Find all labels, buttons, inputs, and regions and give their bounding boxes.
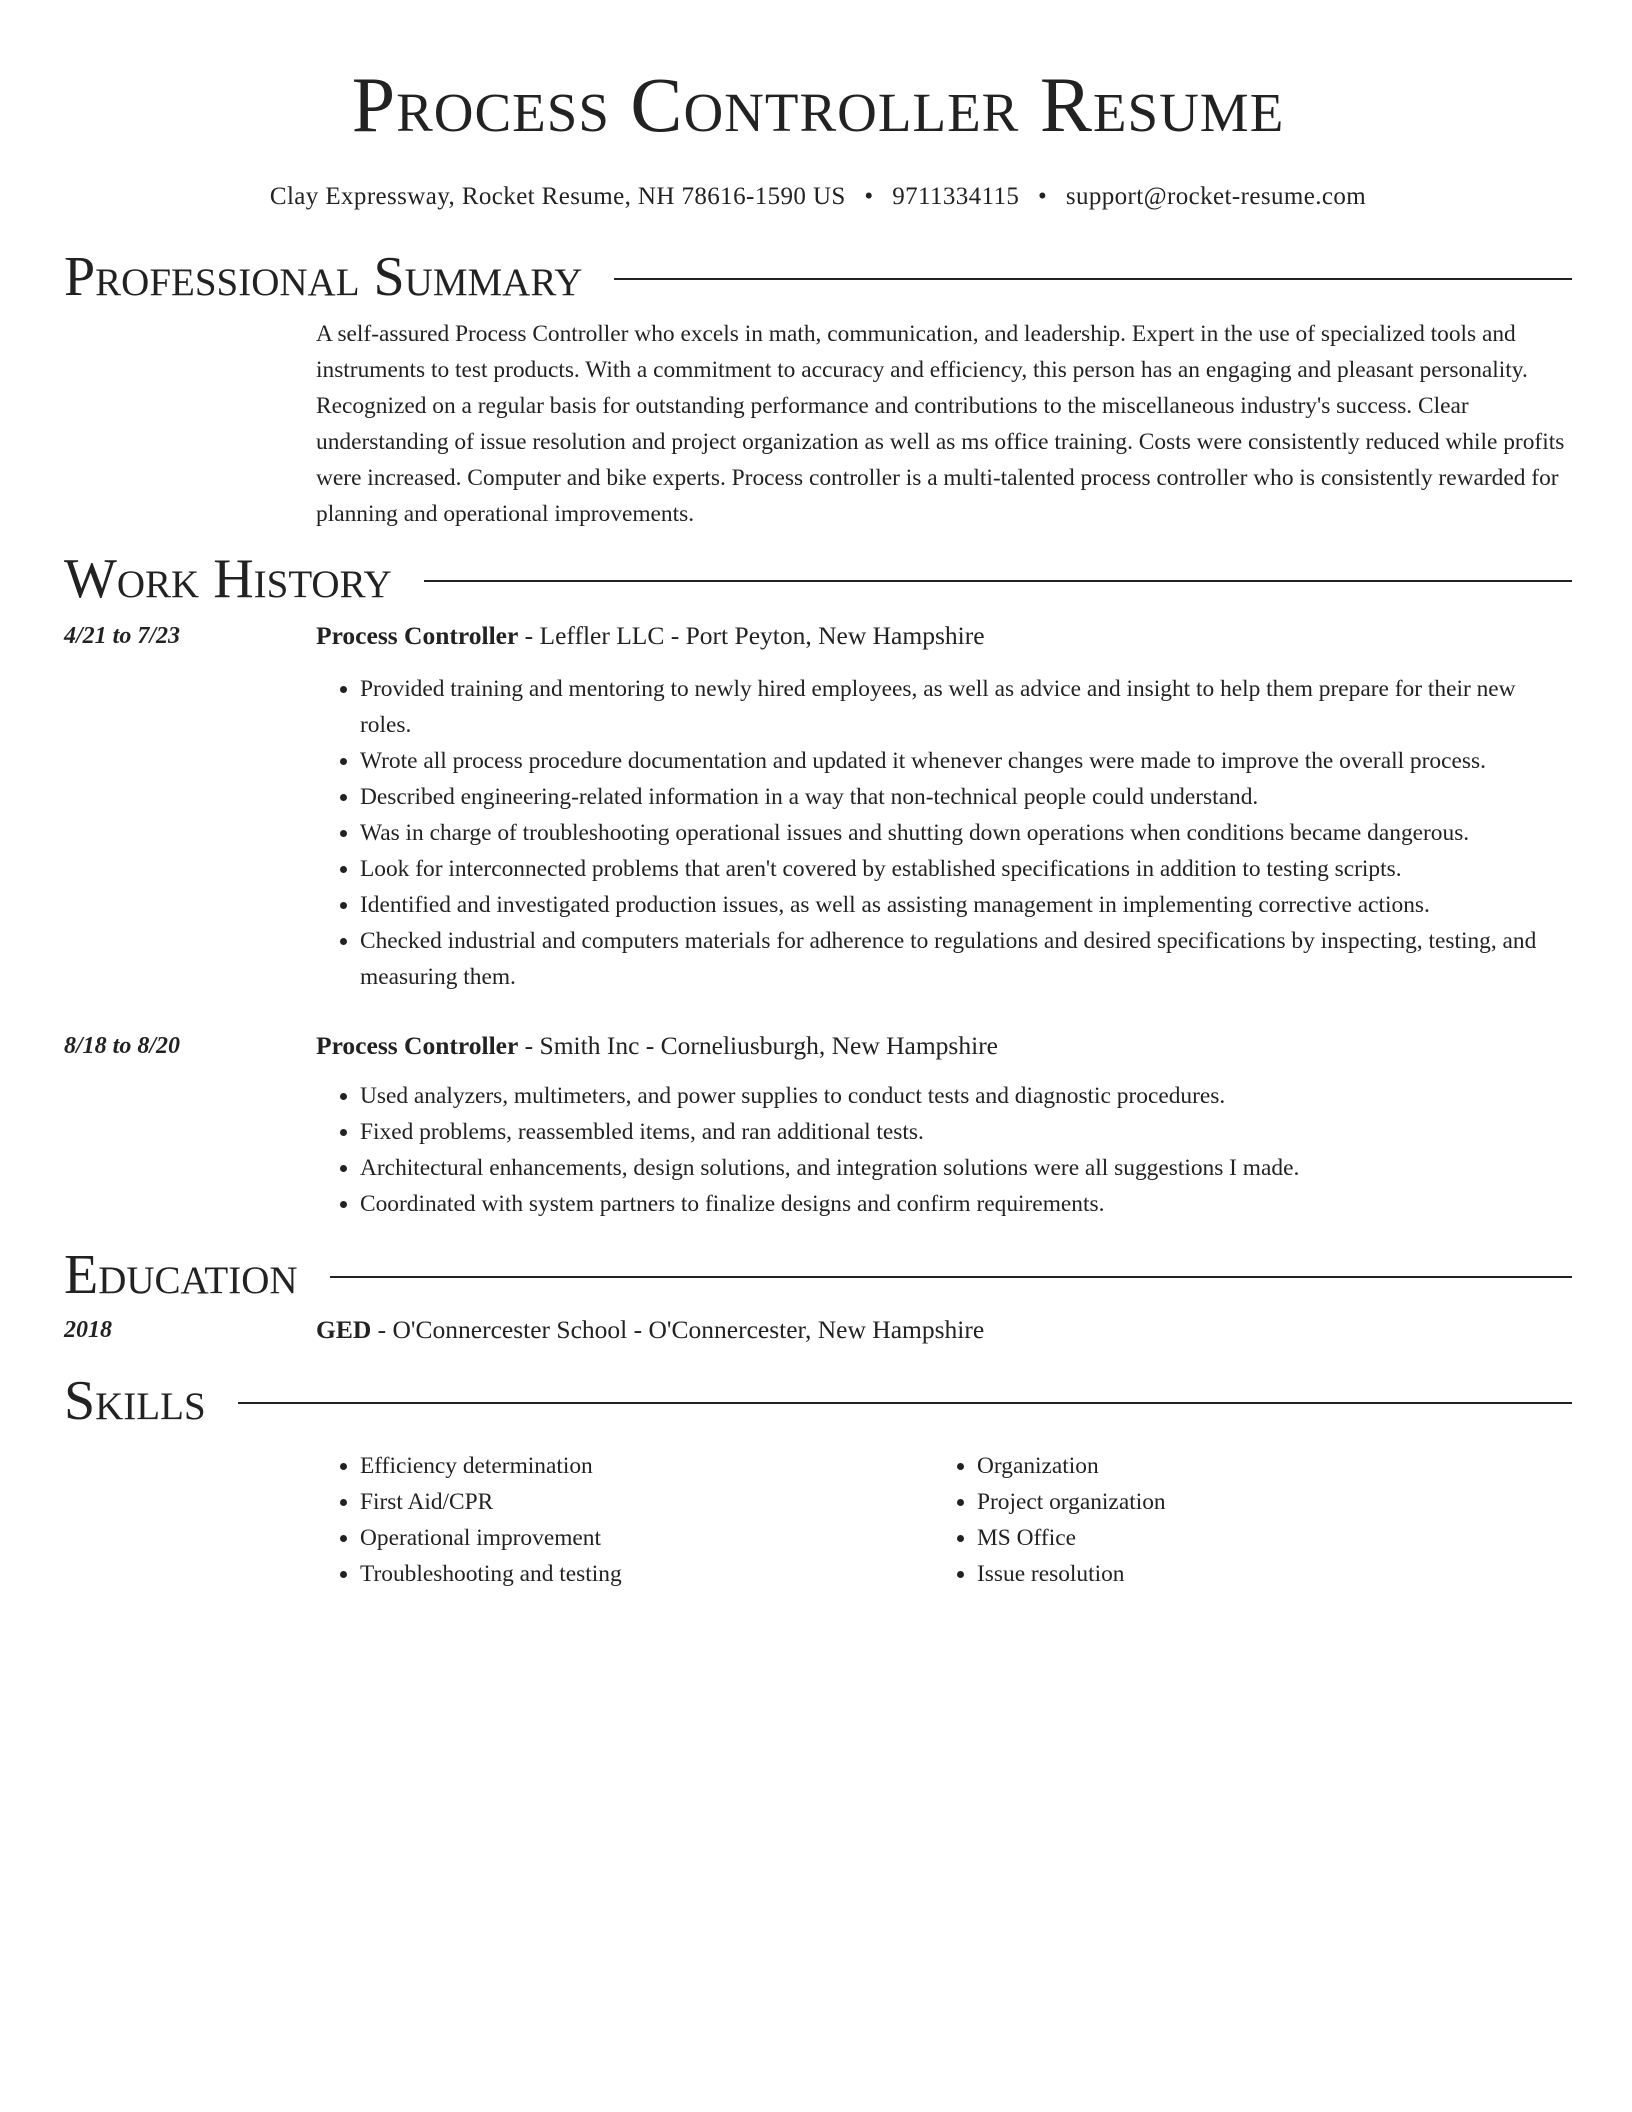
contact-separator: • (864, 183, 874, 210)
education-entry (64, 1312, 1572, 1348)
job-bullet: • Identified and investigated production issues, as well as assisting management in implementing corrective actions. (360, 887, 1572, 923)
resume-title: Process Controller Resume (351, 61, 1285, 148)
job-details: - Leffler LLC - Port Peyton, New Hampshire (518, 621, 985, 650)
contact-email: support@rocket-resume.com (1065, 183, 1367, 210)
skill-item: • Organization (977, 1448, 1550, 1484)
job-heading (316, 1028, 1572, 1064)
education-section-title: Education (64, 1244, 298, 1306)
section-divider (424, 580, 1572, 582)
job-bullet: • Architectural enhancements, design solutions, and integration solutions were all suggestions I made. (360, 1150, 1572, 1186)
skill-item: • Troubleshooting and testing (360, 1556, 933, 1592)
skill-item: • Issue resolution (977, 1556, 1550, 1592)
work-section-title: Work History (64, 548, 392, 610)
skills-columns (316, 1448, 1572, 1592)
skills-list-right (933, 1448, 1550, 1592)
work-section-header (64, 546, 1572, 612)
job-details: - Smith Inc - Corneliusburgh, New Hampshire (518, 1031, 999, 1060)
job-bullet: • Provided training and mentoring to newly hired employees, as well as advice and insight to help them prepare for their new roles. (360, 671, 1572, 743)
summary-section-title: Professional Summary (64, 246, 583, 308)
job-role: Process Controller (316, 1031, 519, 1060)
education-year: 2018 (64, 1317, 112, 1343)
job-bullet: • Used analyzers, multimeters, and power supplies to conduct tests and diagnostic procedures. (360, 1078, 1572, 1114)
job-body (316, 618, 1572, 995)
contact-address: Clay Expressway, Rocket Resume, NH 78616-1590 US (269, 183, 846, 210)
contact-phone: 9711334115 (892, 183, 1020, 210)
job-bullet-list (316, 671, 1572, 995)
skill-item: • Efficiency determination (360, 1448, 933, 1484)
skills-section-title: Skills (64, 1370, 206, 1432)
contact-separator: • (1038, 183, 1048, 210)
job-role: Process Controller (316, 621, 519, 650)
education-section-header (64, 1242, 1572, 1308)
education-degree: GED (316, 1315, 372, 1344)
job-bullet: • Wrote all process procedure documentation and updated it whenever changes were made to improve the overall process. (360, 743, 1572, 779)
job-entry (64, 618, 1572, 995)
job-bullet-list (316, 1078, 1572, 1222)
job-body (316, 1028, 1572, 1222)
job-heading (316, 618, 1572, 654)
skill-item: • First Aid/CPR (360, 1484, 933, 1520)
job-bullet: • Described engineering-related information in a way that non-technical people could understand. (360, 779, 1572, 815)
skill-item: • Operational improvement (360, 1520, 933, 1556)
skills-list-left (316, 1448, 933, 1592)
job-dates: 4/21 to 7/23 (64, 623, 181, 649)
section-divider (614, 278, 1572, 280)
education-heading (316, 1312, 1572, 1348)
skill-item: • MS Office (977, 1520, 1550, 1556)
job-bullet: • Look for interconnected problems that aren't covered by established specifications in addition to testing scripts. (360, 851, 1572, 887)
education-body (316, 1312, 1572, 1348)
summary-text: A self-assured Process Controller who excels in math, communication, and leadership. Expert in the use of specialized tools and instruments to test products. With a commitment to accuracy and efficiency, this person has an engaging and pleasant personality. Recognized on a regular basis for outstanding performance and contributions to the miscellaneous industry's success. Clear understanding of issue resolution and project organization as well as ms office training. Costs were consistently reduced while profits were increased. Computer and bike experts. Process controller is a multi-talented process controller who is consistently rewarded for planning and operational improvements. (316, 321, 1565, 527)
job-bullet: • Coordinated with system partners to finalize designs and confirm requirements. (360, 1186, 1572, 1222)
section-divider (238, 1402, 1572, 1404)
job-dates: 8/18 to 8/20 (64, 1033, 181, 1059)
contact-line (64, 180, 1572, 214)
summary-section-header (64, 244, 1572, 310)
skill-item: • Project organization (977, 1484, 1550, 1520)
education-details: - O'Connercester School - O'Connercester, New Hampshire (371, 1315, 985, 1344)
job-entry (64, 1028, 1572, 1222)
job-bullet: • Fixed problems, reassembled items, and ran additional tests. (360, 1114, 1572, 1150)
job-bullet: • Was in charge of troubleshooting operational issues and shutting down operations when conditions became dangerous. (360, 815, 1572, 851)
job-bullet: • Checked industrial and computers materials for adherence to regulations and desired specifications by inspecting, testing, and measuring them. (360, 923, 1572, 995)
skills-section-header (64, 1368, 1572, 1434)
section-divider (330, 1276, 1572, 1278)
resume-page (64, 0, 1572, 1592)
